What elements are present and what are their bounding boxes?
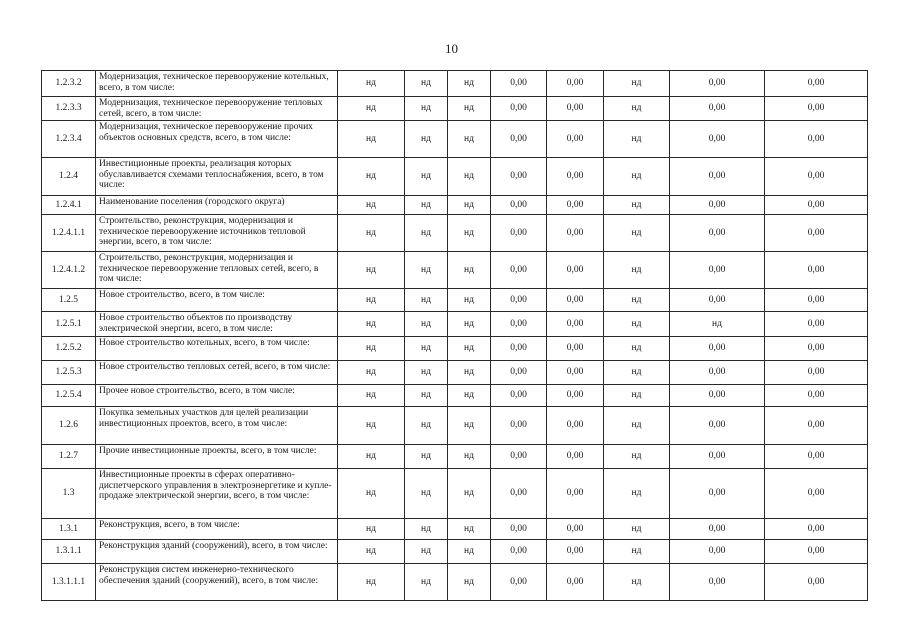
row-value: 0,00	[765, 385, 868, 407]
row-value: 0,00	[491, 407, 547, 445]
row-value: 0,00	[547, 71, 604, 97]
page-number: 10	[445, 41, 458, 56]
row-code: 1.3.1.1.1	[42, 564, 96, 601]
row-value: нд	[448, 407, 491, 445]
row-value: 0,00	[491, 385, 547, 407]
row-value: 0,00	[765, 121, 868, 158]
row-value: нд	[604, 252, 670, 289]
row-value: нд	[604, 385, 670, 407]
row-value: 0,00	[765, 519, 868, 540]
row-value: нд	[338, 361, 405, 385]
row-value: 0,00	[491, 312, 547, 337]
row-value: нд	[405, 540, 448, 564]
row-name: Строительство, реконструкция, модернизация и техническое перевооружение тепловых сетей, всего, в том числе:	[96, 252, 338, 289]
row-value: нд	[405, 469, 448, 519]
row-code: 1.2.4.1	[42, 196, 96, 215]
row-value: нд	[448, 445, 491, 469]
row-value: 0,00	[547, 519, 604, 540]
row-value: нд	[405, 385, 448, 407]
row-code: 1.2.5.4	[42, 385, 96, 407]
table-row	[42, 71, 868, 97]
row-value: 0,00	[547, 121, 604, 158]
row-code: 1.2.3.4	[42, 121, 96, 158]
row-value: 0,00	[491, 215, 547, 252]
row-name: Инвестиционные проекты в сферах оперативно-диспетчерского управления в электроэнергетике и купле-продаже электрической энергии, всего, в том числе:	[96, 469, 338, 519]
row-value: 0,00	[547, 407, 604, 445]
row-code: 1.2.3.2	[42, 71, 96, 97]
row-value: 0,00	[670, 196, 765, 215]
row-value: нд	[338, 564, 405, 601]
table-row	[42, 215, 868, 252]
row-value: 0,00	[547, 469, 604, 519]
row-value: 0,00	[547, 564, 604, 601]
row-value: 0,00	[670, 121, 765, 158]
row-value: 0,00	[765, 252, 868, 289]
row-name: Новое строительство тепловых сетей, всего, в том числе:	[96, 361, 338, 385]
row-value: нд	[448, 312, 491, 337]
row-name: Прочие инвестиционные проекты, всего, в том числе:	[96, 445, 338, 469]
row-value: нд	[604, 289, 670, 312]
row-value: нд	[448, 361, 491, 385]
row-name: Покупка земельных участков для целей реализации инвестиционных проектов, всего, в том числе:	[96, 407, 338, 445]
row-name: Модернизация, техническое перевооружение тепловых сетей, всего, в том числе:	[96, 97, 338, 121]
row-value: нд	[338, 540, 405, 564]
row-value: 0,00	[547, 445, 604, 469]
table-row	[42, 445, 868, 469]
row-value: 0,00	[547, 158, 604, 196]
row-value: нд	[405, 121, 448, 158]
row-value: нд	[604, 564, 670, 601]
table-row	[42, 289, 868, 312]
row-code: 1.2.6	[42, 407, 96, 445]
row-value: нд	[338, 196, 405, 215]
row-value: 0,00	[491, 361, 547, 385]
table-row	[42, 158, 868, 196]
row-value: нд	[448, 196, 491, 215]
row-value: нд	[338, 445, 405, 469]
row-value: нд	[405, 252, 448, 289]
row-value: нд	[448, 97, 491, 121]
row-value: нд	[448, 158, 491, 196]
row-code: 1.2.3.3	[42, 97, 96, 121]
row-value: 0,00	[765, 97, 868, 121]
row-value: нд	[338, 71, 405, 97]
row-code: 1.2.4.1.1	[42, 215, 96, 252]
row-name: Модернизация, техническое перевооружение прочих объектов основных средств, всего, в том числе:	[96, 121, 338, 158]
row-value: 0,00	[547, 337, 604, 361]
row-value: 0,00	[670, 361, 765, 385]
row-value: нд	[405, 407, 448, 445]
row-value: нд	[448, 385, 491, 407]
row-code: 1.2.4	[42, 158, 96, 196]
row-value: 0,00	[670, 469, 765, 519]
row-value: нд	[604, 540, 670, 564]
row-value: 0,00	[491, 252, 547, 289]
table-body	[42, 71, 868, 601]
row-value: 0,00	[547, 289, 604, 312]
row-value: 0,00	[765, 407, 868, 445]
table-row	[42, 469, 868, 519]
row-value: 0,00	[670, 71, 765, 97]
row-value: 0,00	[491, 289, 547, 312]
row-name: Реконструкция систем инженерно-технического обеспечения зданий (сооружений), всего, в том числе:	[96, 564, 338, 601]
row-value: 0,00	[547, 97, 604, 121]
row-value: нд	[338, 252, 405, 289]
row-value: 0,00	[491, 97, 547, 121]
table-row	[42, 121, 868, 158]
row-value: 0,00	[491, 445, 547, 469]
row-value: нд	[405, 337, 448, 361]
row-value: 0,00	[765, 289, 868, 312]
row-value: нд	[604, 361, 670, 385]
table-row	[42, 564, 868, 601]
row-value: 0,00	[491, 337, 547, 361]
row-value: 0,00	[670, 97, 765, 121]
row-name: Новое строительство, всего, в том числе:	[96, 289, 338, 312]
row-value: нд	[448, 289, 491, 312]
row-value: нд	[604, 469, 670, 519]
row-value: 0,00	[491, 121, 547, 158]
row-value: нд	[604, 407, 670, 445]
row-value: 0,00	[670, 158, 765, 196]
table-row	[42, 312, 868, 337]
row-value: 0,00	[765, 469, 868, 519]
table-row	[42, 385, 868, 407]
row-value: 0,00	[491, 158, 547, 196]
row-value: 0,00	[670, 215, 765, 252]
row-code: 1.2.5	[42, 289, 96, 312]
row-value: нд	[405, 445, 448, 469]
row-value: нд	[405, 158, 448, 196]
table-row	[42, 540, 868, 564]
row-value: 0,00	[491, 469, 547, 519]
row-name: Прочее новое строительство, всего, в том числе:	[96, 385, 338, 407]
row-name: Наименование поселения (городского округа)	[96, 196, 338, 215]
row-value: нд	[604, 519, 670, 540]
row-value: нд	[604, 71, 670, 97]
row-value: нд	[604, 97, 670, 121]
row-value: 0,00	[765, 445, 868, 469]
row-value: нд	[405, 519, 448, 540]
row-value: нд	[405, 71, 448, 97]
row-value: 0,00	[765, 540, 868, 564]
table-row	[42, 361, 868, 385]
row-code: 1.2.7	[42, 445, 96, 469]
row-value: 0,00	[491, 540, 547, 564]
row-value: 0,00	[765, 215, 868, 252]
table-row	[42, 252, 868, 289]
row-value: нд	[604, 196, 670, 215]
row-value: нд	[405, 215, 448, 252]
row-name: Новое строительство объектов по производству электрической энергии, всего, в том числе:	[96, 312, 338, 337]
row-value: 0,00	[670, 337, 765, 361]
row-value: 0,00	[765, 361, 868, 385]
row-value: 0,00	[670, 289, 765, 312]
row-value: нд	[338, 519, 405, 540]
row-name: Строительство, реконструкция, модернизация и техническое перевооружение источников тепловой энергии, всего, в том числе:	[96, 215, 338, 252]
row-value: нд	[338, 312, 405, 337]
row-code: 1.3.1.1	[42, 540, 96, 564]
table-row	[42, 519, 868, 540]
row-value: нд	[448, 121, 491, 158]
row-value: нд	[448, 519, 491, 540]
row-name: Новое строительство котельных, всего, в том числе:	[96, 337, 338, 361]
row-name: Реконструкция, всего, в том числе:	[96, 519, 338, 540]
row-value: нд	[405, 312, 448, 337]
row-value: 0,00	[491, 519, 547, 540]
row-value: нд	[604, 158, 670, 196]
row-value: нд	[338, 158, 405, 196]
row-value: нд	[338, 215, 405, 252]
row-value: нд	[338, 289, 405, 312]
row-value: нд	[448, 469, 491, 519]
row-value: нд	[338, 337, 405, 361]
row-value: нд	[448, 337, 491, 361]
row-value: нд	[338, 121, 405, 158]
row-value: 0,00	[670, 445, 765, 469]
row-value: нд	[670, 312, 765, 337]
row-value: 0,00	[765, 337, 868, 361]
row-name: Модернизация, техническое перевооружение котельных, всего, в том числе:	[96, 71, 338, 97]
row-value: 0,00	[547, 361, 604, 385]
row-value: нд	[405, 97, 448, 121]
row-value: 0,00	[670, 407, 765, 445]
row-value: нд	[448, 215, 491, 252]
row-value: нд	[448, 71, 491, 97]
row-value: нд	[405, 289, 448, 312]
row-value: нд	[338, 97, 405, 121]
row-value: нд	[405, 361, 448, 385]
row-code: 1.2.5.3	[42, 361, 96, 385]
row-value: нд	[338, 385, 405, 407]
row-code: 1.3	[42, 469, 96, 519]
row-value: 0,00	[670, 564, 765, 601]
row-value: 0,00	[547, 385, 604, 407]
row-value: 0,00	[547, 540, 604, 564]
table-row	[42, 337, 868, 361]
investment-table	[41, 70, 868, 601]
row-value: 0,00	[670, 252, 765, 289]
row-value: нд	[604, 312, 670, 337]
row-value: 0,00	[491, 196, 547, 215]
row-value: нд	[448, 564, 491, 601]
row-name: Реконструкция зданий (сооружений), всего, в том числе:	[96, 540, 338, 564]
row-value: 0,00	[491, 71, 547, 97]
row-value: нд	[405, 564, 448, 601]
row-value: 0,00	[670, 540, 765, 564]
row-value: 0,00	[547, 312, 604, 337]
row-value: нд	[338, 469, 405, 519]
row-value: нд	[338, 407, 405, 445]
row-code: 1.2.4.1.2	[42, 252, 96, 289]
row-value: 0,00	[765, 564, 868, 601]
row-code: 1.3.1	[42, 519, 96, 540]
row-value: нд	[604, 337, 670, 361]
row-value: 0,00	[765, 71, 868, 97]
row-value: 0,00	[765, 158, 868, 196]
row-code: 1.2.5.1	[42, 312, 96, 337]
row-value: 0,00	[670, 385, 765, 407]
row-value: 0,00	[765, 196, 868, 215]
table-row	[42, 196, 868, 215]
row-value: 0,00	[491, 564, 547, 601]
row-value: 0,00	[765, 312, 868, 337]
row-value: нд	[604, 215, 670, 252]
row-value: 0,00	[670, 519, 765, 540]
row-value: 0,00	[547, 196, 604, 215]
row-value: 0,00	[547, 215, 604, 252]
row-name: Инвестиционные проекты, реализация которых обуславливается схемами теплоснабжения, всего, в том числе:	[96, 158, 338, 196]
row-value: нд	[448, 252, 491, 289]
row-code: 1.2.5.2	[42, 337, 96, 361]
row-value: 0,00	[547, 252, 604, 289]
row-value: нд	[448, 540, 491, 564]
row-value: нд	[604, 445, 670, 469]
row-value: нд	[604, 121, 670, 158]
row-value: нд	[405, 196, 448, 215]
table-row	[42, 97, 868, 121]
table-row	[42, 407, 868, 445]
